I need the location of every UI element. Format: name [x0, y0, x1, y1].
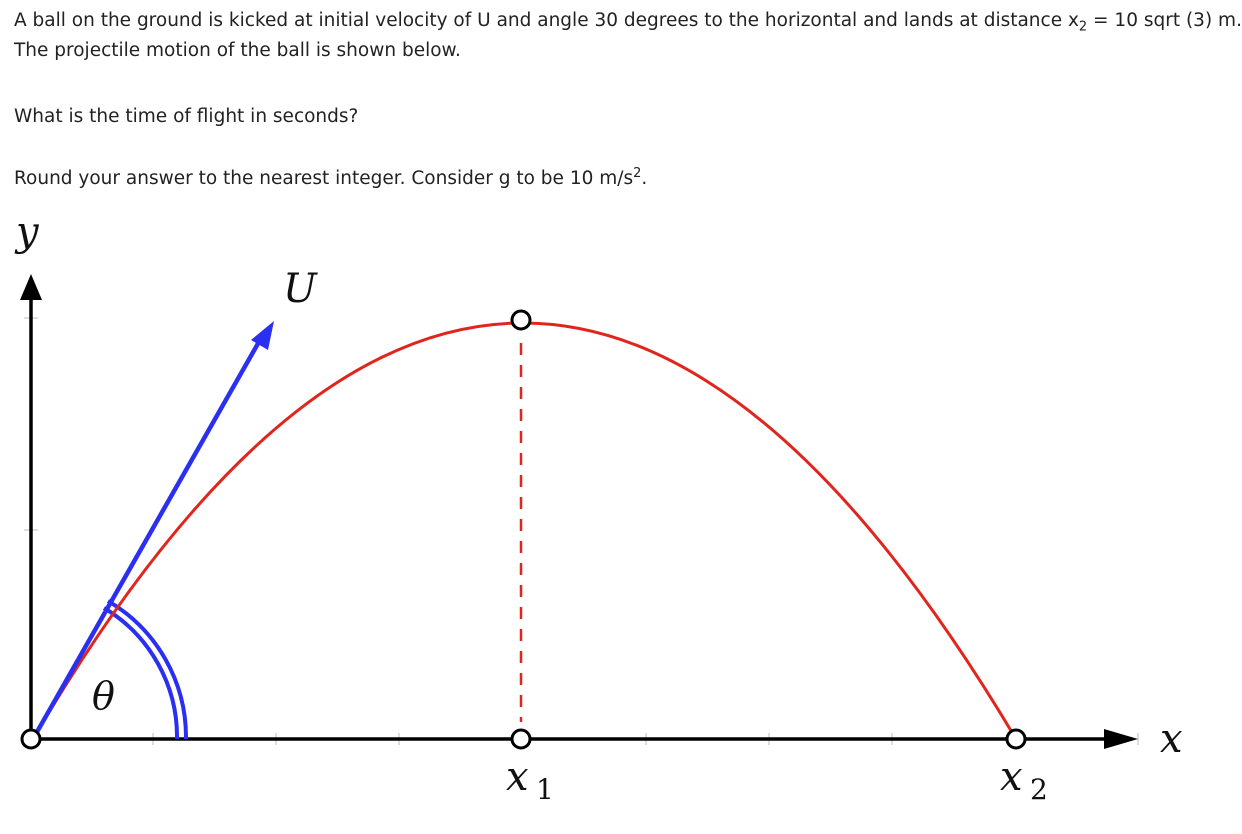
x1-label-letter: x	[506, 754, 529, 800]
question-instruction-text: Round your answer to the nearest integer. Consider g to be 10 m/s	[14, 168, 634, 189]
apex-point	[512, 311, 530, 329]
question-instruction-suffix: .	[641, 168, 648, 189]
y-axis-arrowhead	[20, 274, 42, 300]
x-axis-label: x	[1160, 716, 1183, 762]
launch-point	[22, 730, 40, 748]
x2-label-letter: x	[1000, 754, 1023, 800]
question-instruction-superscript: 2	[633, 165, 642, 181]
axis-ticks	[24, 318, 1138, 745]
x-axis-arrowhead	[1104, 729, 1138, 749]
x2-label	[1000, 754, 1048, 806]
angle-label: θ	[92, 674, 115, 718]
velocity-label: U	[283, 266, 317, 312]
question-prompt: What is the time of flight in seconds?	[14, 106, 359, 127]
question-line-1-subscript: 2	[1078, 19, 1088, 35]
landing-point	[1007, 730, 1025, 748]
question-line-1-suffix: = 10 sqrt (3) m.	[1087, 10, 1242, 31]
x1-label	[506, 754, 554, 806]
trajectory-curve	[33, 323, 1016, 739]
question-line-2: The projectile motion of the ball is shown below.	[14, 40, 461, 61]
velocity-vector	[33, 340, 260, 739]
x2-label-subscript: 2	[1030, 773, 1048, 806]
x1-label-subscript: 1	[536, 773, 554, 806]
question-line-1-text: A ball on the ground is kicked at initial velocity of U and angle 30 degrees to the horizontal and lands at distance x	[14, 10, 1079, 31]
x1-point	[512, 730, 530, 748]
y-axis-label: y	[16, 209, 39, 255]
